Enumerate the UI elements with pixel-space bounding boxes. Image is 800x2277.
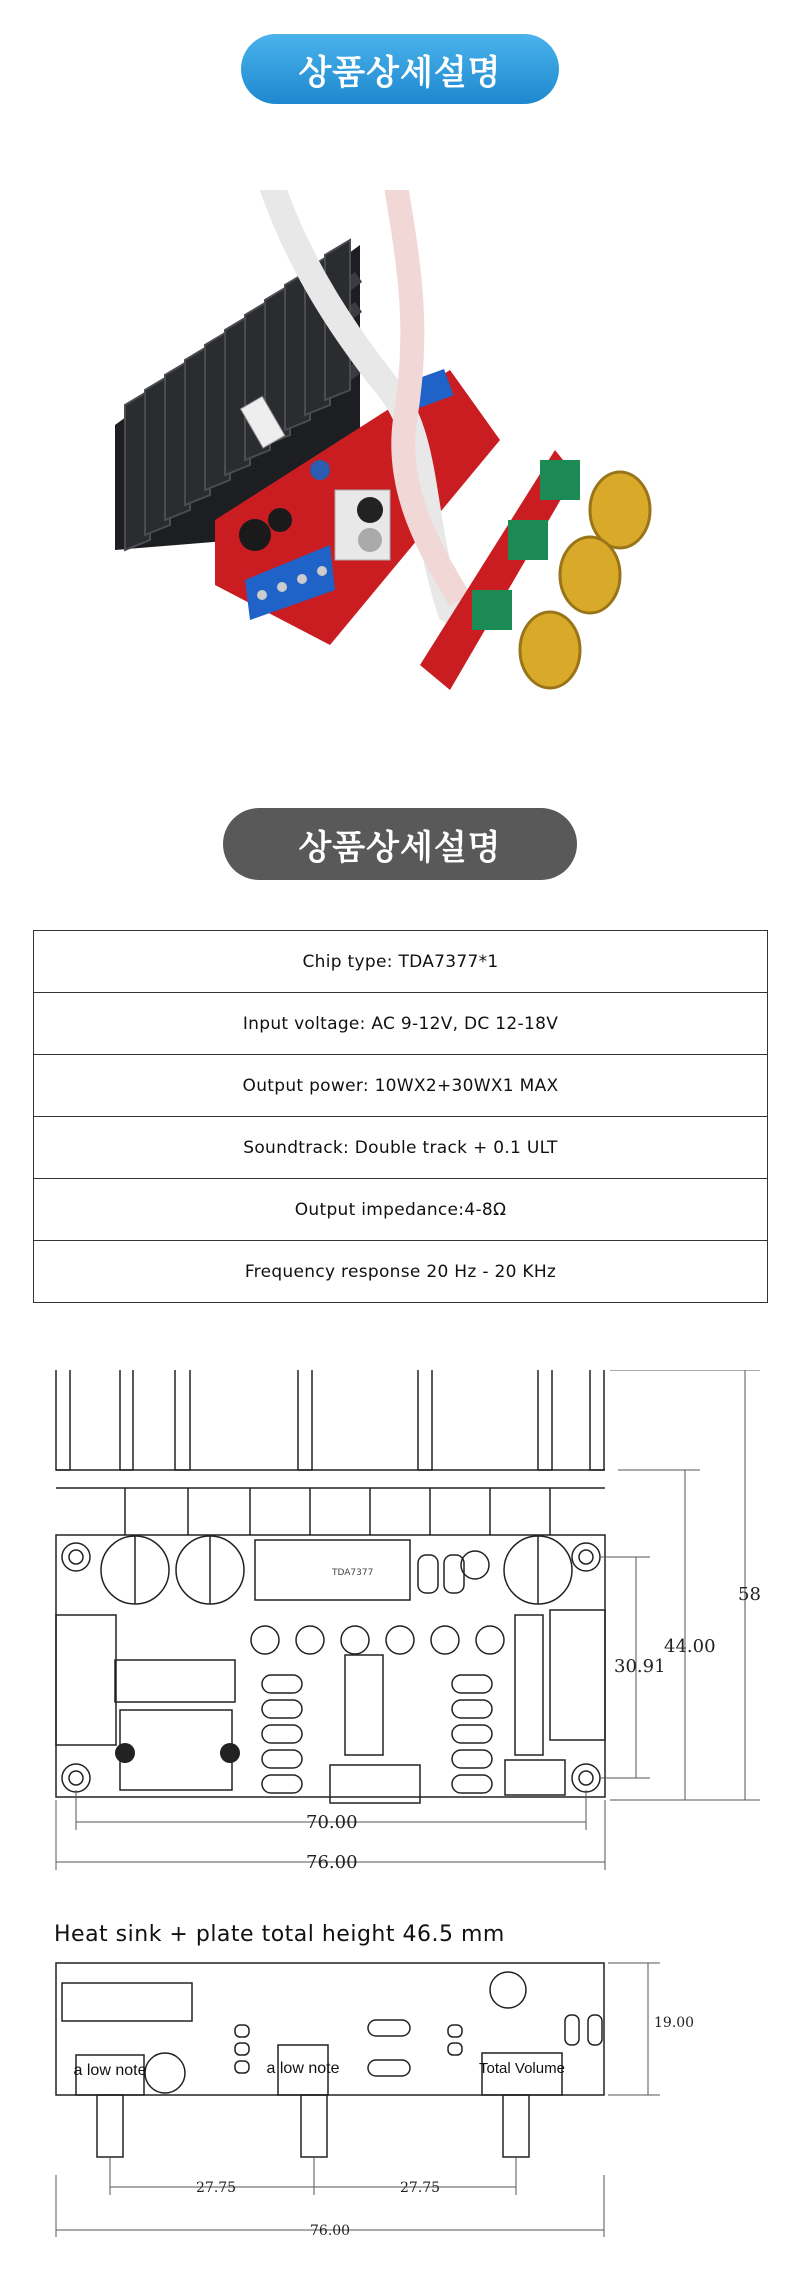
label-low-note-1: a low note: [73, 2062, 147, 2079]
spec-row: [34, 1241, 768, 1303]
dim-pot-spacing-2: 27.75: [400, 2180, 441, 2196]
dim-width: 76.00: [306, 1852, 358, 1873]
spec-row: [34, 1055, 768, 1117]
dim-pot-spacing-1: 27.75: [196, 2180, 237, 2196]
spec-table: [33, 930, 768, 1303]
dim-height-total: 58: [738, 1584, 761, 1605]
spec-cell-output-power: Output power: 10WX2+30WX1 MAX: [34, 1055, 768, 1117]
rca-jack: [335, 490, 390, 560]
spec-cell-output-impedance: Output impedance:4-8Ω: [34, 1179, 768, 1241]
dim-hole-spacing-v: 30.91: [614, 1656, 666, 1677]
dim-height-board: 44.00: [664, 1636, 716, 1657]
product-photo: [0, 190, 800, 770]
spec-row: [34, 931, 768, 993]
heat-sink-height-note: Heat sink + plate total height 46.5 mm: [54, 1922, 505, 1947]
label-low-note-2: a low note: [266, 2060, 340, 2077]
spec-row: [34, 1179, 768, 1241]
spec-row: [34, 1117, 768, 1179]
control-board-dimension-drawing: [0, 1955, 800, 2277]
spec-cell-chip-type: Chip type: TDA7377*1: [34, 931, 768, 993]
dim-control-width: 76.00: [310, 2223, 351, 2239]
chip-label: TDA7377: [332, 1568, 374, 1578]
spec-row: [34, 993, 768, 1055]
spec-cell-input-voltage: Input voltage: AC 9-12V, DC 12-18V: [34, 993, 768, 1055]
spec-cell-soundtrack: Soundtrack: Double track + 0.1 ULT: [34, 1117, 768, 1179]
spec-cell-frequency-response: Frequency response 20 Hz - 20 KHz: [34, 1241, 768, 1303]
label-total-volume: Total Volume: [479, 2060, 565, 2077]
dim-control-height: 19.00: [654, 2015, 695, 2031]
section-title-specifications: 상품상세설명: [223, 808, 577, 880]
dim-hole-spacing-h: 70.00: [306, 1812, 358, 1833]
board-dimension-drawing: [0, 1370, 800, 1910]
section-title-product-details: 상품상세설명: [241, 34, 559, 104]
